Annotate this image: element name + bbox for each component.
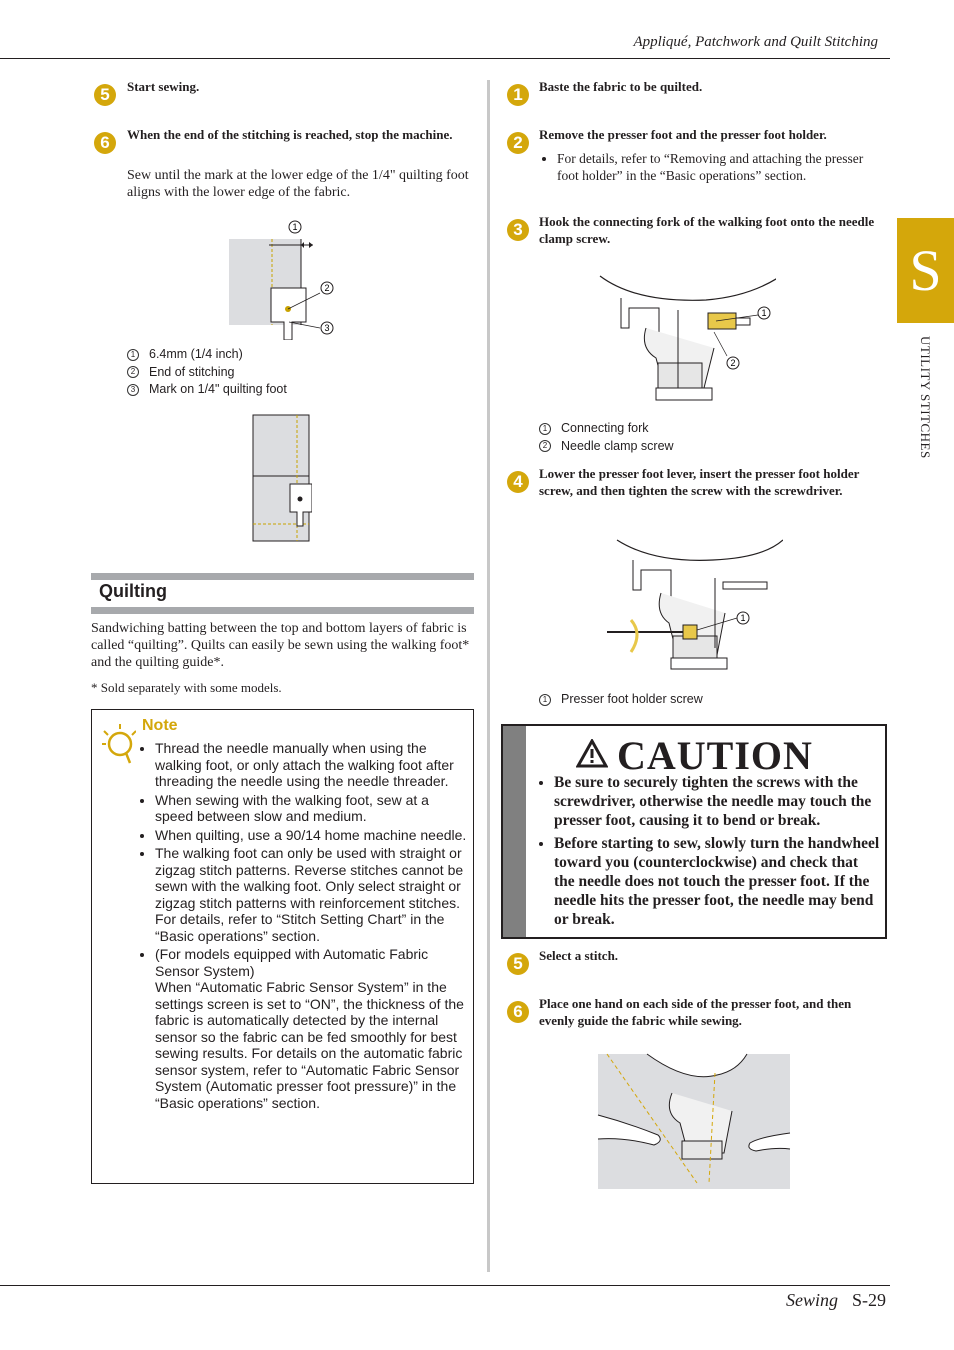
note-item: • Thread the needle manually when using the walking foot, or only attach the walking foot after threading the needle using the needle threader. [155, 740, 469, 790]
legend-item: 2 Needle clamp screw [539, 438, 674, 456]
step-bullet: • For details, refer to “Removing and attaching the presser foot holder” in the “Basic operations” section. [539, 151, 869, 184]
figure-legend [539, 420, 674, 455]
step-text: Baste the fabric to be quilted. [539, 79, 703, 94]
step-number: 5 [507, 953, 529, 975]
legend-item: 1 Presser foot holder screw [539, 692, 703, 706]
section-title: Quilting [99, 581, 167, 601]
step-text: Select a stitch. [539, 948, 619, 963]
legend-item: 3 Mark on 1/4" quilting foot [127, 381, 287, 399]
note-item: • When sewing with the walking foot, sew at a speed between slow and medium. [155, 792, 469, 825]
legend-item: 2 End of stitching [127, 364, 287, 382]
caution-item: • Be sure to securely tighten the screws with the screwdriver, otherwise the needle may touch the presser foot, causing it to bend or break. [554, 773, 880, 830]
section-bar [91, 573, 474, 580]
note-label: Note [142, 717, 178, 734]
step-number: 1 [507, 84, 529, 106]
figure-legend [539, 692, 703, 706]
caution-title: CAUTION [617, 733, 813, 778]
fig-callout: 2 [730, 358, 736, 368]
foot-alignment-figure [250, 414, 312, 544]
step-body: Sew until the mark at the lower edge of the 1/4" quilting foot aligns with the lower edge of the fabric. [127, 168, 469, 200]
note-list [137, 740, 469, 1113]
step-number: 6 [94, 132, 116, 154]
lightbulb-icon [100, 722, 136, 766]
step-text: When the end of the stitching is reached, stop the machine. [127, 127, 453, 142]
step-number: 6 [507, 1001, 529, 1023]
section-bar [91, 607, 474, 614]
caution-side-bar [503, 726, 526, 937]
column-divider [487, 80, 490, 1272]
legend-item: 1 6.4mm (1/4 inch) [127, 346, 287, 364]
fig-callout: 1 [292, 222, 298, 232]
figure-legend [127, 346, 287, 399]
hands-guiding-fabric-figure [597, 1053, 791, 1190]
footnote: * Sold separately with some models. [91, 680, 282, 695]
step-text: Remove the presser foot and the presser foot holder. [539, 127, 827, 142]
page-footer [786, 1290, 886, 1311]
note-item: • When quilting, use a 90/14 home machine needle. [155, 827, 469, 844]
warning-triangle-icon [576, 739, 608, 768]
caution-list [530, 773, 880, 933]
note-item: • The walking foot can only be used with straight or zigzag stitch patterns. Reverse stitches cannot be sewn with the walking foot. Only select straight or zigzag stitch patterns with reinforcement stitches. For details, refer to “Stitch Setting Chart” in the “Basic operations” section. [155, 845, 469, 944]
step-number: 2 [507, 132, 529, 154]
page-number: S-29 [851, 1290, 886, 1310]
section-intro: Sandwiching batting between the top and bottom layers of fabric is called “quilting”. Quilts can easily be sewn using the walking foot* and the quilting guide*. [91, 621, 470, 670]
step-text: Lower the presser foot lever, insert the presser foot holder screw, and then tighten the screw with the screwdriver. [539, 466, 860, 498]
fig-callout: 1 [761, 308, 767, 318]
chapter-side-label: UTILITY STITCHES [918, 336, 933, 459]
presser-foot-screw-figure [603, 538, 783, 673]
quilting-foot-figure [225, 218, 345, 340]
legend-item: 1 Connecting fork [539, 420, 674, 438]
running-header: Appliqué, Patchwork and Quilt Stitching [633, 34, 878, 50]
note-item: • (For models equipped with Automatic Fabric Sensor System) When “Automatic Fabric Sensor System” in the settings screen is set to “ON”, the thickness of the fabric is automatically detected by the internal sensor so the fabric can be fed smoothly for best sewing results. For details on the automatic fabric sensor system, refer to “Automatic Fabric Sensor System (Automatic presser foot pressure)” in the “Basic operations” section. [155, 946, 469, 1111]
step-text: Place one hand on each side of the presser foot, and then evenly guide the fabric while sewing. [539, 996, 852, 1028]
step-number: 3 [507, 219, 529, 241]
step-number: 4 [507, 471, 529, 493]
step-text: Hook the connecting fork of the walking foot onto the needle clamp screw. [539, 214, 875, 246]
fig-callout: 2 [324, 283, 330, 293]
chapter-tab: S [897, 218, 954, 323]
caution-item: • Before starting to sew, slowly turn the handwheel toward you (counterclockwise) and check that the needle does not touch the presser foot. If the needle hits the presser foot, the needle may bend or break. [554, 834, 880, 929]
fig-callout: 1 [740, 613, 746, 623]
header-rule [0, 58, 890, 59]
walking-foot-fork-figure [596, 268, 776, 413]
footer-rule [0, 1285, 890, 1286]
step-text: Start sewing. [127, 79, 200, 94]
footer-section: Sewing [785, 1290, 838, 1310]
step-number: 5 [94, 84, 116, 106]
fig-callout: 3 [324, 323, 330, 333]
